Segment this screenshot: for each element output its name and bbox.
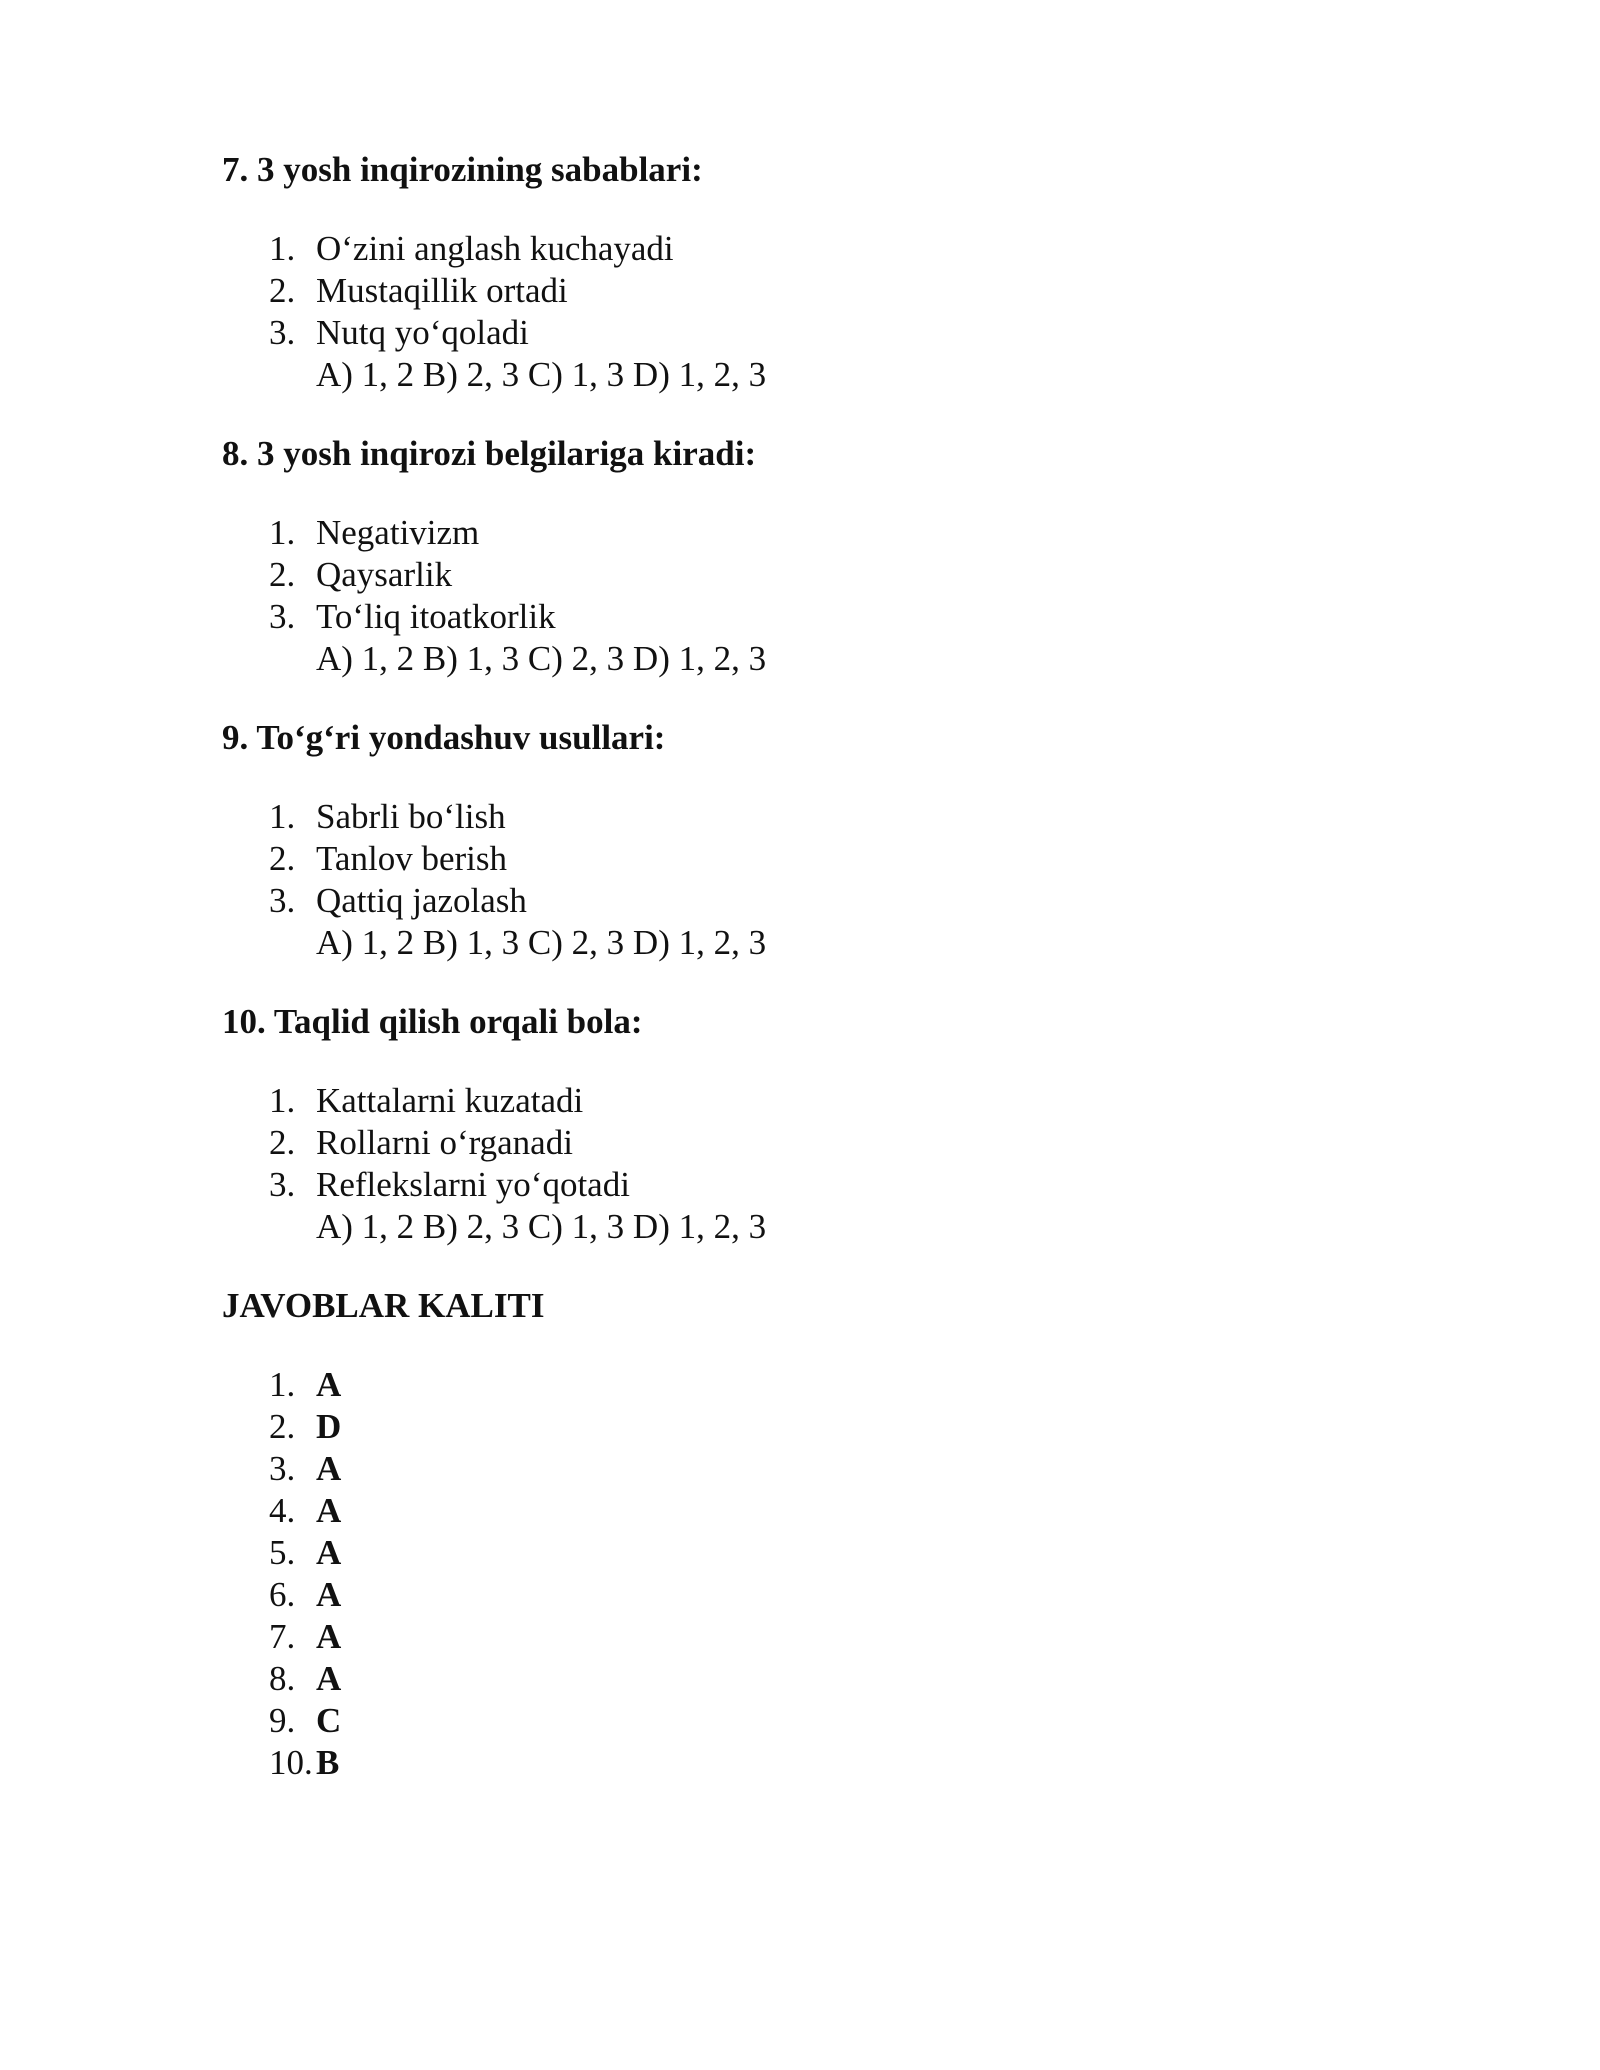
answer-key-item [222, 1406, 1422, 1448]
options-text: A) 1, 2 B) 1, 3 C) 2, 3 D) 1, 2, 3 [316, 923, 767, 962]
list-item [222, 596, 1422, 638]
answer-letter: A [316, 1365, 342, 1404]
question-items [222, 228, 1422, 396]
answer-letter: A [316, 1575, 342, 1614]
answer-options [222, 922, 1422, 964]
list-item [222, 1080, 1422, 1122]
item-number: 5. [269, 1533, 296, 1572]
item-number: 1. [269, 797, 296, 836]
answer-key-item [222, 1574, 1422, 1616]
list-item [222, 512, 1422, 554]
question-items [222, 1080, 1422, 1248]
answer-key-item [222, 1490, 1422, 1532]
item-number: 3. [269, 1449, 296, 1488]
options-text: A) 1, 2 B) 1, 3 C) 2, 3 D) 1, 2, 3 [316, 639, 767, 678]
answer-options [222, 638, 1422, 680]
item-number: 7. [269, 1617, 296, 1656]
item-number: 2. [269, 1123, 296, 1162]
item-number: 8. [269, 1659, 296, 1698]
answer-key-item [222, 1616, 1422, 1658]
list-item [222, 838, 1422, 880]
question-title: 7. 3 yosh inqirozining sabablari: [222, 150, 703, 189]
question-8 [222, 433, 1422, 680]
list-item [222, 270, 1422, 312]
answer-letter: A [316, 1617, 342, 1656]
answer-key-item [222, 1742, 1422, 1784]
question-9 [222, 717, 1422, 964]
answer-letter: B [316, 1743, 340, 1782]
list-item [222, 228, 1422, 270]
answer-key-title: JAVOBLAR KALITI [222, 1286, 545, 1325]
item-text: Nutq yo‘qoladi [316, 313, 529, 352]
item-text: Rollarni o‘rganadi [316, 1123, 573, 1162]
item-number: 1. [269, 1365, 296, 1404]
question-items [222, 796, 1422, 964]
question-title: 8. 3 yosh inqirozi belgilariga kiradi: [222, 434, 757, 473]
list-item [222, 312, 1422, 354]
answer-letter: A [316, 1491, 342, 1530]
answer-letter: D [316, 1407, 342, 1446]
item-text: Qattiq jazolash [316, 881, 527, 920]
answer-key-item [222, 1448, 1422, 1490]
question-items [222, 512, 1422, 680]
item-text: To‘liq itoatkorlik [316, 597, 556, 636]
question-title: 9. To‘g‘ri yondashuv usullari: [222, 718, 666, 757]
list-item [222, 796, 1422, 838]
item-number: 1. [269, 229, 296, 268]
list-item [222, 1122, 1422, 1164]
item-number: 3. [269, 313, 296, 352]
options-text: A) 1, 2 B) 2, 3 C) 1, 3 D) 1, 2, 3 [316, 1207, 767, 1246]
answer-key [222, 1285, 1422, 1784]
item-number: 9. [269, 1701, 296, 1740]
item-number: 1. [269, 1081, 296, 1120]
item-number: 2. [269, 271, 296, 310]
answer-options [222, 354, 1422, 396]
item-number: 6. [269, 1575, 296, 1614]
item-number: 10. [269, 1743, 313, 1782]
answer-key-item [222, 1700, 1422, 1742]
list-item [222, 880, 1422, 922]
answer-letter: A [316, 1659, 342, 1698]
item-number: 2. [269, 555, 296, 594]
answer-letter: A [316, 1533, 342, 1572]
answer-letter: A [316, 1449, 342, 1488]
list-item [222, 1164, 1422, 1206]
item-number: 2. [269, 1407, 296, 1446]
options-text: A) 1, 2 B) 2, 3 C) 1, 3 D) 1, 2, 3 [316, 355, 767, 394]
item-text: Tanlov berish [316, 839, 507, 878]
answer-options [222, 1206, 1422, 1248]
item-number: 3. [269, 881, 296, 920]
item-text: Negativizm [316, 513, 480, 552]
item-text: Kattalarni kuzatadi [316, 1081, 584, 1120]
item-number: 3. [269, 1165, 296, 1204]
item-number: 1. [269, 513, 296, 552]
answer-key-item [222, 1364, 1422, 1406]
question-10 [222, 1001, 1422, 1248]
answer-key-item [222, 1658, 1422, 1700]
item-text: Sabrli bo‘lish [316, 797, 506, 836]
item-text: O‘zini anglash kuchayadi [316, 229, 674, 268]
answer-key-item [222, 1532, 1422, 1574]
list-item [222, 554, 1422, 596]
item-text: Mustaqillik ortadi [316, 271, 568, 310]
item-number: 3. [269, 597, 296, 636]
question-title: 10. Taqlid qilish orqali bola: [222, 1002, 643, 1041]
item-text: Reflekslarni yo‘qotadi [316, 1165, 630, 1204]
item-text: Qaysarlik [316, 555, 453, 594]
item-number: 4. [269, 1491, 296, 1530]
answer-letter: C [316, 1701, 342, 1740]
question-7 [222, 149, 1422, 396]
item-number: 2. [269, 839, 296, 878]
answer-key-list [222, 1364, 1422, 1784]
